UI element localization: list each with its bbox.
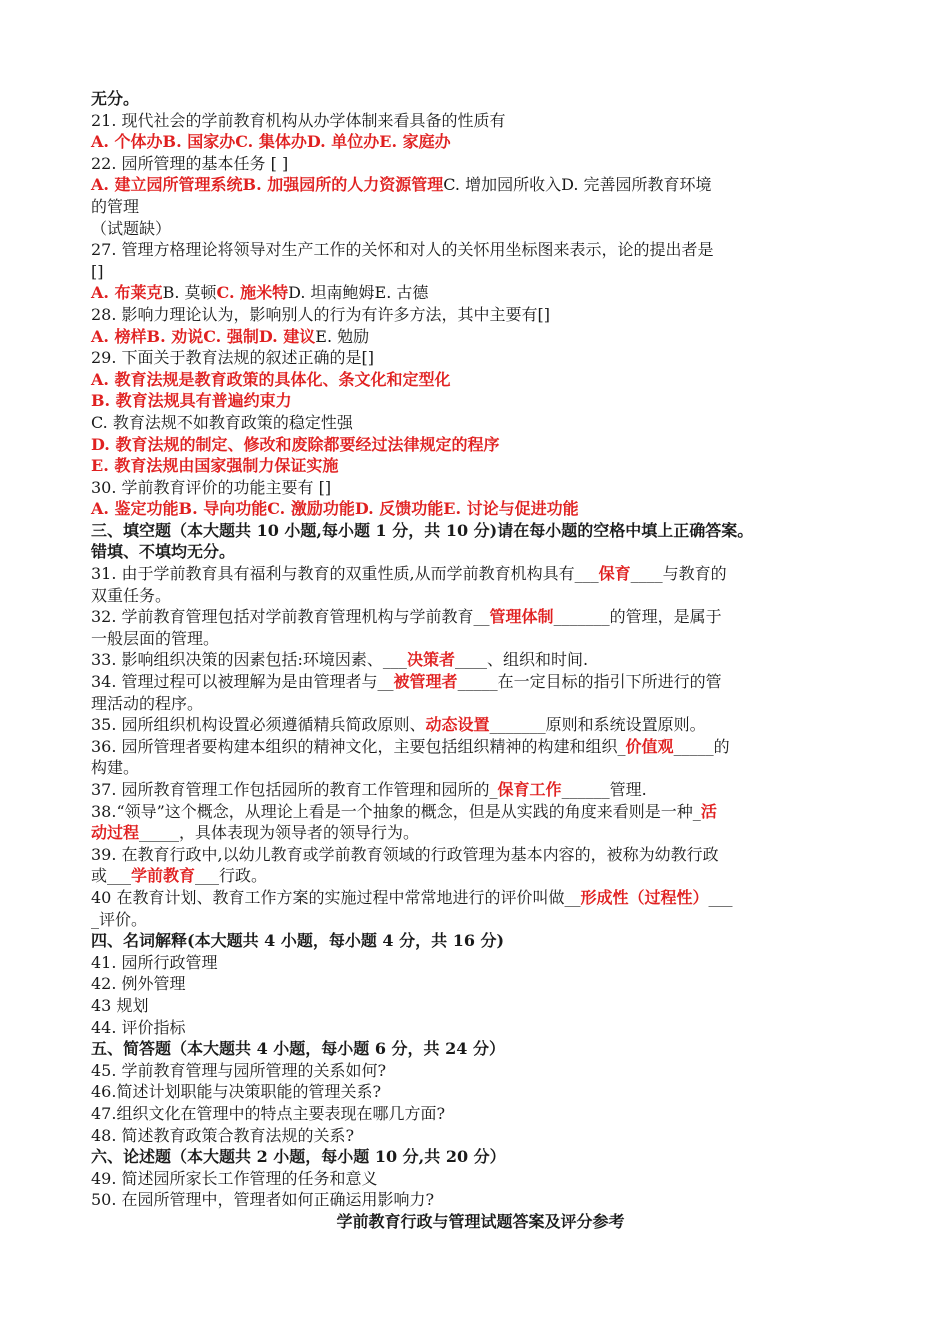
question-text: 27. 管理方格理论将领导对生产工作的关怀和对人的关怀用坐标图来表示，论的提出者是 xyxy=(91,240,714,260)
answer-text: A. 鉴定功能B. 导向功能C. 激励功能D. 反馈功能E. 讨论与促进功能 xyxy=(91,499,579,519)
question-text: 46.简述计划职能与决策职能的管理关系? xyxy=(91,1082,382,1102)
section-heading-text: 错填、不填均无分。 xyxy=(91,542,236,562)
answer-text: A. 布莱克 xyxy=(91,283,163,303)
text-line xyxy=(91,369,870,391)
question-text: 33. 影响组织决策的因素包括:环境因素、___ xyxy=(91,650,407,670)
text-line xyxy=(91,153,870,175)
section-heading-text: 无分。 xyxy=(91,89,140,108)
text-line xyxy=(91,239,870,261)
question-text: 双重任务。 xyxy=(91,585,172,605)
text-line xyxy=(91,131,870,153)
question-text: 的管理 xyxy=(91,196,140,216)
question-text: 21. 现代社会的学前教育机构从办学体制来看具备的性质有 xyxy=(91,110,506,130)
question-text: _评价。 xyxy=(91,909,148,929)
question-text: _______的管理，是属于 xyxy=(553,607,722,627)
text-line xyxy=(91,649,870,671)
text-line xyxy=(91,865,870,887)
text-line xyxy=(91,973,870,995)
question-text: _______原则和系统设置原则。 xyxy=(489,715,706,735)
text-line xyxy=(91,887,870,909)
answer-text: 保育 xyxy=(598,564,631,584)
question-text: 29. 下面关于教育法规的叙述正确的是[] xyxy=(91,348,375,368)
text-line xyxy=(91,477,870,499)
answer-section-title: 学前教育行政与管理试题答案及评分参考 xyxy=(336,1211,625,1231)
question-text: 43 规划 xyxy=(91,995,149,1015)
question-text: C. 增加园所收入D. 完善园所教育环境 xyxy=(443,175,712,195)
question-text: C. 教育法规不如教育政策的稳定性强 xyxy=(91,412,353,432)
text-line xyxy=(91,541,870,563)
question-text: 40 在教育计划、教育工作方案的实施过程中常常地进行的评价叫做__ xyxy=(91,887,581,907)
text-line xyxy=(91,347,870,369)
question-text: 28. 影响力理论认为，影响别人的行为有许多方法，其中主要有[] xyxy=(91,304,551,324)
question-text: [] xyxy=(91,261,104,281)
question-text: ___行政。 xyxy=(195,866,268,886)
question-text: 39. 在教育行政中,以幼儿教育或学前教育领域的行政管理为基本内容的，被称为幼教行政 xyxy=(91,844,719,864)
text-line xyxy=(91,326,870,348)
answer-text: 保育工作 xyxy=(497,780,562,799)
text-line xyxy=(91,110,870,132)
answer-text: 动态设置 xyxy=(425,715,490,735)
question-text: 45. 学前教育管理与园所管理的关系如何? xyxy=(91,1060,387,1080)
question-text: 一般层面的管理。 xyxy=(91,628,220,648)
question-text: （试题缺） xyxy=(91,218,172,238)
text-line xyxy=(91,174,870,196)
question-text: 37. 园所教育管理工作包括园所的教育工作管理和园所的_ xyxy=(91,780,498,799)
text-line xyxy=(91,714,870,736)
text-line xyxy=(91,585,870,607)
text-line xyxy=(91,563,870,585)
answer-text: 活 xyxy=(700,801,717,821)
question-text: 32. 学前教育管理包括对学前教育管理机构与学前教育__ xyxy=(91,607,490,627)
text-line xyxy=(91,930,870,952)
question-text: D. 坦南鲍姆E. 古德 xyxy=(288,283,429,303)
answer-text: C. 施米特 xyxy=(216,283,289,303)
text-line xyxy=(91,952,870,974)
text-line xyxy=(91,390,870,412)
question-text: _____的 xyxy=(673,736,730,756)
text-line xyxy=(91,434,870,456)
text-line xyxy=(91,628,870,650)
text-line xyxy=(91,606,870,628)
text-line xyxy=(91,412,870,434)
text-line xyxy=(91,261,870,283)
text-line xyxy=(91,1125,870,1147)
answer-text: A. 教育法规是教育政策的具体化、条文化和定型化 xyxy=(91,369,451,389)
answer-text: A. 建立园所管理系统B. 加强园所的人力资源管理 xyxy=(91,175,444,195)
question-text: 36. 园所管理者要构建本组织的精神文化，主要包括组织精神的构建和组织_ xyxy=(91,736,626,756)
question-text: 49. 简述园所家长工作管理的任务和意义 xyxy=(91,1168,378,1188)
question-text: 或___ xyxy=(91,866,132,886)
question-text: 35. 园所组织机构设置必须遵循精兵简政原则、 xyxy=(91,715,426,735)
text-line xyxy=(91,1060,870,1082)
text-line xyxy=(91,498,870,520)
text-line xyxy=(91,1038,870,1060)
text-line xyxy=(91,757,870,779)
text-line xyxy=(91,520,870,542)
question-text: 38.“领导”这个概念，从理论上看是一个抽象的概念，但是从实践的角度来看则是一种_ xyxy=(91,801,701,821)
question-text: E. 勉励 xyxy=(315,326,370,346)
question-text: 构建。 xyxy=(91,758,140,778)
text-line xyxy=(91,801,870,823)
text-line xyxy=(91,779,870,801)
text-line xyxy=(91,844,870,866)
question-text: ____、组织和时间. xyxy=(454,650,589,670)
section-heading-text: 四、名词解释(本大题共 4 小题，每小题 4 分，共 16 分) xyxy=(91,931,505,951)
text-line xyxy=(91,304,870,326)
answer-text: 决策者 xyxy=(406,650,455,670)
question-text: 31. 由于学前教育具有福利与教育的双重性质,从而学前教育机构具有___ xyxy=(91,564,599,584)
text-line xyxy=(91,1168,870,1190)
question-text: 34. 管理过程可以被理解为是由管理者与__ xyxy=(91,672,394,692)
question-text: 47.组织文化在管理中的特点主要表现在哪几方面? xyxy=(91,1103,446,1123)
question-text: 48. 简述教育政策合教育法规的关系? xyxy=(91,1125,355,1145)
question-text: ______管理. xyxy=(561,780,647,799)
text-line xyxy=(91,1189,870,1211)
question-text: B. 莫顿 xyxy=(162,283,217,303)
question-text: ___ xyxy=(708,887,733,907)
question-list xyxy=(91,88,870,1211)
text-line xyxy=(91,736,870,758)
text-line xyxy=(91,671,870,693)
text-line xyxy=(91,88,870,110)
text-line xyxy=(91,693,870,715)
question-text: 42. 例外管理 xyxy=(91,974,186,994)
answer-text: E. 教育法规由国家强制力保证实施 xyxy=(91,456,339,476)
question-text: 41. 园所行政管理 xyxy=(91,952,218,972)
text-line xyxy=(91,995,870,1017)
question-text: _____，具体表现为领导者的领导行为。 xyxy=(139,823,420,843)
answer-text: 管理体制 xyxy=(489,607,554,627)
answer-text: 形成性（过程性） xyxy=(580,887,709,907)
answer-text: 动过程 xyxy=(91,823,140,843)
text-line xyxy=(91,1146,870,1168)
answer-text: A. 榜样B. 劝说C. 强制D. 建议 xyxy=(91,326,316,346)
section-heading-text: 三、填空题（本大题共 10 小题,每小题 1 分，共 10 分)请在每小题的空格中填上正确答案。 xyxy=(91,520,754,540)
question-text: 22. 园所管理的基本任务 [ ] xyxy=(91,153,289,173)
section-heading-text: 六、论述题（本大题共 2 小题，每小题 10 分,共 20 分） xyxy=(91,1147,506,1167)
question-text: 50. 在园所管理中，管理者如何正确运用影响力? xyxy=(91,1190,435,1210)
answer-text: 学前教育 xyxy=(131,866,196,886)
answer-text: A. 个体办B. 国家办C. 集体办D. 单位办E. 家庭办 xyxy=(91,132,451,152)
text-line xyxy=(91,455,870,477)
section-heading-text: 五、简答题（本大题共 4 小题，每小题 6 分，共 24 分） xyxy=(91,1039,505,1059)
text-line xyxy=(91,822,870,844)
question-text: _____在一定目标的指引下所进行的管 xyxy=(457,672,722,692)
answer-text: 被管理者 xyxy=(393,672,458,692)
text-line xyxy=(91,1103,870,1125)
question-text: 理活动的程序。 xyxy=(91,693,204,713)
question-text: ____与教育的 xyxy=(630,564,727,584)
text-line xyxy=(91,909,870,931)
text-line xyxy=(91,218,870,240)
text-line xyxy=(91,282,870,304)
question-text: 30. 学前教育评价的功能主要有 [] xyxy=(91,477,332,497)
text-line xyxy=(91,196,870,218)
question-text: 44. 评价指标 xyxy=(91,1017,186,1037)
answer-text: B. 教育法规具有普遍约束力 xyxy=(91,391,292,411)
text-line xyxy=(91,1081,870,1103)
answer-text: D. 教育法规的制定、修改和废除都要经过法律规定的程序 xyxy=(91,434,500,454)
text-line xyxy=(91,1017,870,1039)
answer-text: 价值观 xyxy=(625,736,674,756)
